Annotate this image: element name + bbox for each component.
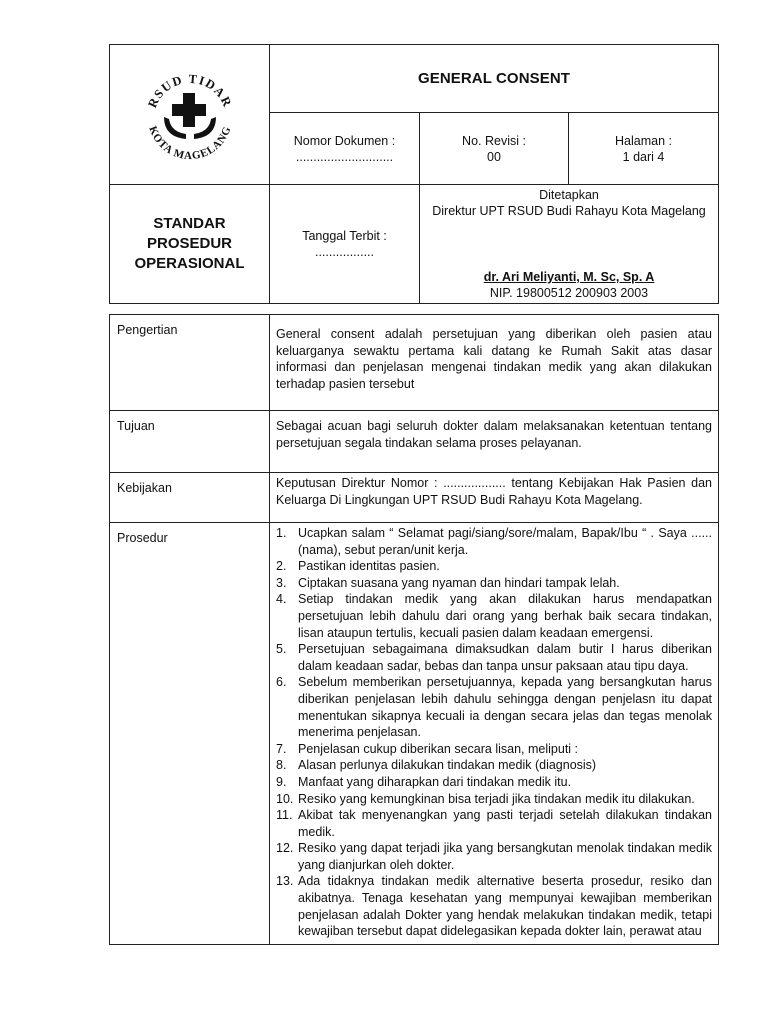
pengertian-label: Pengertian: [110, 315, 270, 411]
prosedur-item-number: 5.: [276, 642, 287, 657]
prosedur-item: [276, 641, 712, 674]
sop-title-cell: [110, 185, 270, 304]
prosedur-item: [276, 774, 712, 791]
document-title: GENERAL CONSENT: [417, 69, 571, 87]
prosedur-item-text: Ciptakan suasana yang nyaman dan hindari tampak lelah.: [298, 575, 620, 590]
prosedur-item-number: 12.: [276, 841, 294, 856]
logo-top-text: RSUD TIDAR: [144, 71, 235, 110]
prosedur-item: [276, 741, 712, 758]
tanggal-terbit-value: .................: [314, 245, 375, 259]
prosedur-item-text: Resiko yang dapat terjadi jika yang bersangkutan menolak tindakan medik yang dianjurkan oleh dokter.: [298, 841, 712, 872]
sop-title-line2: PROSEDUR: [146, 235, 232, 252]
halaman-label: Halaman :: [615, 133, 672, 148]
signer-nip: NIP. 19800512 200903 2003: [489, 286, 649, 300]
prosedur-text-cell: [270, 523, 719, 945]
red-cross-icon: [172, 93, 206, 127]
hospital-logo-cell: [110, 45, 270, 185]
tanggal-terbit-cell: [270, 185, 420, 304]
prosedur-item: [276, 873, 712, 939]
signer-name: dr. Ari Meliyanti, M. Sc, Sp. A: [483, 270, 655, 284]
direktur-title: Direktur UPT RSUD Budi Rahayu Kota Magelang: [432, 204, 706, 218]
prosedur-list: [276, 525, 712, 940]
kebijakan-label: Kebijakan: [110, 473, 270, 523]
tujuan-label: Tujuan: [110, 411, 270, 473]
no-revisi-value: 00: [487, 149, 501, 164]
document-title-cell: [270, 45, 719, 113]
nomor-dokumen-label: Nomor Dokumen :: [293, 133, 396, 148]
sop-title-line1: STANDAR: [153, 215, 226, 232]
halaman-value: 1 dari 4: [622, 149, 665, 164]
no-revisi-cell: [420, 113, 569, 185]
prosedur-item-text: Ada tidaknya tindakan medik alternative beserta prosedur, resiko dan akibatnya. Tenaga kesehatan yang mempunyai kewajiban memberikan penjelasan adalah Dokter yang hendak melakukan tindakan medik, tetapi kewajiban tersebut dapat didelegasikan kepada dokter lain, perawat atau: [298, 874, 712, 939]
sop-content-table: [109, 314, 719, 945]
nomor-dokumen-cell: [270, 113, 420, 185]
hospital-logo-emblem: [138, 63, 242, 167]
prosedur-item-number: 1.: [276, 526, 287, 540]
pengertian-text-cell: [270, 315, 719, 411]
prosedur-label: Prosedur: [110, 523, 270, 945]
sop-header-table: [109, 44, 719, 304]
prosedur-item-text: Alasan perlunya dilakukan tindakan medik (diagnosis): [298, 758, 597, 773]
prosedur-item-number: 6.: [276, 675, 287, 690]
prosedur-item-text: Resiko yang kemungkinan bisa terjadi jika tindakan medik itu dilakukan.: [298, 791, 695, 806]
prosedur-item: [276, 525, 712, 558]
prosedur-item-number: 4.: [276, 592, 287, 607]
no-revisi-label: No. Revisi :: [462, 133, 526, 148]
prosedur-item-text: Akibat tak menyenangkan yang pasti terjadi setelah dilakukan tindakan medik.: [298, 808, 712, 839]
kebijakan-row: [110, 473, 719, 523]
halaman-cell: [569, 113, 719, 185]
prosedur-row: [110, 523, 719, 945]
prosedur-item-number: 7.: [276, 741, 287, 756]
prosedur-item: [276, 575, 712, 592]
tujuan-text-cell: [270, 411, 719, 473]
tujuan-row: [110, 411, 719, 473]
prosedur-item: [276, 591, 712, 641]
prosedur-item-text: Manfaat yang diharapkan dari tindakan medik itu.: [298, 774, 572, 789]
tanggal-terbit-label: Tanggal Terbit :: [302, 229, 387, 243]
prosedur-item-number: 3.: [276, 575, 287, 590]
logo-bottom-text: KOTA MAGELANG: [145, 124, 234, 162]
prosedur-item-text: Penjelasan cukup diberikan secara lisan, meliputi :: [298, 741, 579, 756]
prosedur-item: [276, 807, 712, 840]
prosedur-item-text: Persetujuan sebagaimana dimaksudkan dalam butir I harus diberikan dalam keadaan sadar, bebas dan tanpa unsur paksaan atau tipu daya.: [298, 642, 712, 673]
prosedur-item-text: Setiap tindakan medik yang akan dilakukan harus mendapatkan persetujuan lebih dahulu dari orang yang berhak baik secara tindakan, lisan ataupun tertulis, kecuali pasien dalam keadaan emergensi.: [298, 592, 712, 640]
sop-title-line3: OPERASIONAL: [134, 255, 245, 272]
tujuan-text: Sebagai acuan bagi seluruh dokter dalam melaksanakan ketentuan tentang persetujuan segala tindakan selama proses pelayanan.: [276, 419, 712, 450]
prosedur-item: [276, 558, 712, 575]
svg-text:KOTA MAGELANG: [146, 124, 233, 162]
prosedur-item-number: 8.: [276, 758, 287, 773]
prosedur-item-text: Pastikan identitas pasien.: [298, 559, 440, 574]
ditetapkan-label: Ditetapkan: [539, 188, 599, 202]
prosedur-item: [276, 674, 712, 740]
prosedur-item-text: Sebelum memberikan persetujuannya, kepada yang bersangkutan harus diberikan penjelasan lebih dahulu sehingga dengan penjelasn itu dapat menentukan sikapnya kecuali ia dengan secara jelas dan tegas menolak menerima penjelasan.: [298, 675, 712, 740]
pengertian-text: General consent adalah persetujuan yang diberikan oleh pasien atau keluarganya sewaktu pertama kali datang ke Rumah Sakit atas dasar informasi dan penjelasan mengenai tindakan medik yang akan dilakukan terhadap pasien tersebut: [276, 327, 712, 391]
prosedur-item-number: 11.: [276, 808, 293, 823]
nomor-dokumen-value: ............................: [295, 149, 394, 164]
prosedur-item-text: Ucapkan salam “ Selamat pagi/siang/sore/malam, Bapak/Ibu “ . Saya ...... (nama), sebut peran/unit kerja.: [298, 526, 712, 557]
prosedur-item: [276, 757, 712, 774]
prosedur-item-number: 9.: [276, 774, 287, 789]
kebijakan-text: Keputusan Direktur Nomor : .................. tentang Kebijakan Hak Pasien dan Keluarga Di Lingkungan UPT RSUD Budi Rahayu Kota Magelang.: [276, 476, 712, 507]
prosedur-item-number: 13.: [276, 874, 294, 889]
prosedur-item: [276, 840, 712, 873]
prosedur-item-number: 2.: [276, 559, 287, 574]
pengertian-row: [110, 315, 719, 411]
approval-cell: [420, 185, 719, 304]
prosedur-item: [276, 791, 712, 808]
prosedur-item-number: 10.: [276, 791, 294, 806]
kebijakan-text-cell: [270, 473, 719, 523]
